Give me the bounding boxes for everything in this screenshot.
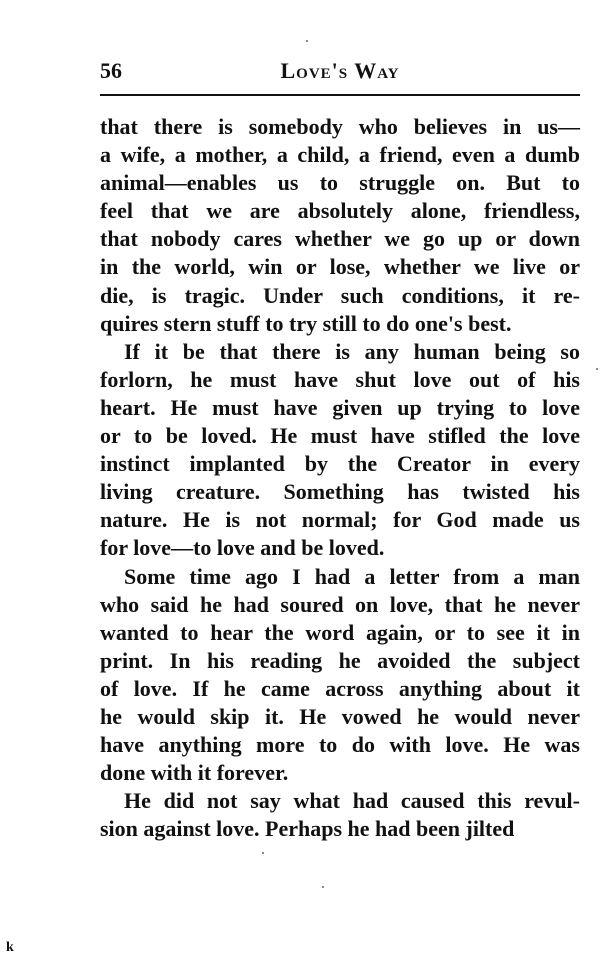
text-line: that nobody cares whether we go up or down xyxy=(100,226,580,252)
text-line: wanted to hear the word again, or to see it in xyxy=(100,619,580,645)
running-title: Love's Way xyxy=(280,58,400,83)
text-line: quires stern stuff to try still to do one's best. xyxy=(100,310,512,336)
text-line: for love—to love and be loved. xyxy=(100,535,385,561)
scan-speck xyxy=(596,368,598,370)
text-line: heart. He must have given up trying to love xyxy=(100,394,580,420)
text-line: he would skip it. He vowed he would never xyxy=(100,703,580,729)
text-line: of love. If he came across anything about it xyxy=(100,675,580,701)
text-line: feel that we are absolutely alone, friendless, xyxy=(100,198,580,224)
text-line: instinct implanted by the Creator in every xyxy=(100,451,580,477)
text-line: nature. He is not normal; for God made us xyxy=(100,507,580,533)
text-line: a wife, a mother, a child, a friend, even a dumb xyxy=(100,142,580,168)
text-line: Some time ago I had a letter from a man xyxy=(124,563,580,589)
text-line: that there is somebody who believes in us— xyxy=(100,114,580,139)
text-line: in the world, win or lose, whether we live or xyxy=(100,254,580,280)
text-line: If it be that there is any human being so xyxy=(124,338,580,364)
scan-speck xyxy=(306,40,308,42)
text-line: or to be loved. He must have stifled the love xyxy=(100,423,580,449)
text-line: He did not say what had caused this revul- xyxy=(124,788,580,814)
text-line: living creature. Something has twisted his xyxy=(100,479,580,505)
body-text xyxy=(100,113,580,843)
scan-speck xyxy=(262,852,264,854)
text-line: forlorn, he must have shut love out of his xyxy=(100,366,580,392)
scan-speck xyxy=(322,886,324,888)
text-line: have anything more to do with love. He was xyxy=(100,732,580,758)
text-line: done with it forever. xyxy=(100,760,289,786)
text-line: die, is tragic. Under such conditions, it re- xyxy=(100,282,580,308)
text-line: sion against love. Perhaps he had been jilted xyxy=(100,816,515,842)
text-line: animal—enables us to struggle on. But to xyxy=(100,170,580,196)
page-number: 56 xyxy=(100,58,122,83)
edge-mark: k xyxy=(6,940,14,955)
text-line: who said he had soured on love, that he never xyxy=(100,591,580,617)
running-header xyxy=(100,58,580,96)
text-line: print. In his reading he avoided the subject xyxy=(100,647,580,673)
